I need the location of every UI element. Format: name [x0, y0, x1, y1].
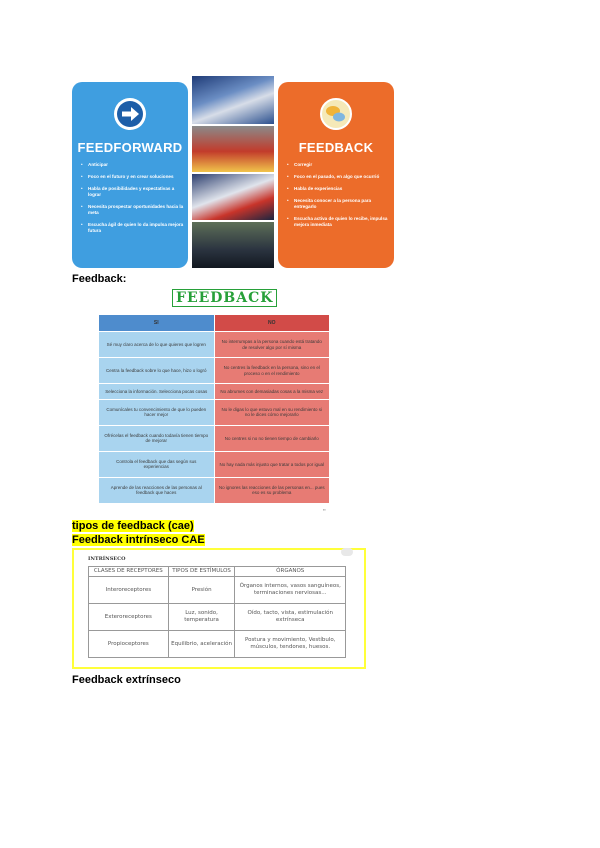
table-header-row	[89, 567, 346, 577]
feedforward-feedback-infographic	[72, 76, 394, 268]
no-cell: No centres si no no tienen tiempo de cambiarlo	[214, 425, 330, 451]
table-row	[99, 358, 330, 384]
table-cell: Propioceptores	[89, 631, 169, 658]
chat-bubbles-icon	[320, 98, 352, 130]
corner-blob	[341, 548, 353, 556]
feedback-bullet: • Corregir	[294, 162, 390, 168]
intrinseco-label: Feedback intrínseco CAE	[72, 534, 205, 546]
si-cell: Ofrécelas el feedback cuando todavía tienen tiempo de mejorar	[99, 425, 215, 451]
no-cell: No interrumpas a la persona cuando está tratando de resolver algo por sí misma	[214, 332, 330, 358]
no-cell: No abrumes con demasiadas cosas a la misma vez	[214, 384, 330, 400]
col-header: TIPOS DE ESTÍMULOS	[168, 567, 235, 577]
table-cell: Exteroreceptores	[89, 604, 169, 631]
photo-coach-portrait	[192, 222, 274, 268]
photo-volleyball-players	[192, 76, 274, 124]
no-header: NO	[214, 315, 330, 332]
feedback-panel-title: FEEDBACK	[298, 140, 374, 155]
feedback-bullet: • Habla de experiencias	[294, 186, 390, 192]
feedforward-bullet: • Habla de posibilidades y expectativas a lograr	[88, 186, 184, 198]
col-header: CLASES DE RECEPTORES	[89, 567, 169, 577]
si-header: SI	[99, 315, 215, 332]
table-row	[89, 604, 346, 631]
photo-coach-on-court	[192, 174, 274, 220]
si-cell: Controla el feedback que das según sus experiencias	[99, 451, 215, 477]
table-cell: Equilibrio, aceleración	[168, 631, 235, 658]
intrinsic-receptors-table	[88, 566, 346, 658]
feedforward-bullet: • Necesita prospectar oportunidades hacia la meta	[88, 204, 184, 216]
table-row	[99, 451, 330, 477]
si-cell: Comunícales tu convencimiento de que lo pueden hacer mejor	[99, 399, 215, 425]
table-cell: Interoreceptores	[89, 577, 169, 604]
feedback-bullet: • Necesita conocer a la persona para entregarlo	[294, 198, 390, 210]
feedforward-panel	[72, 82, 188, 268]
corner-mark: ▪▪	[323, 507, 326, 512]
tipos-label: tipos de feedback (cae)	[72, 520, 194, 532]
si-cell: Selecciona la información. Selecciona pocas cosas	[99, 384, 215, 400]
table-cell: Órganos internos, vasos sanguíneos, terminaciones nerviosas...	[235, 577, 346, 604]
photo-collage	[192, 76, 274, 268]
table-cell: Postura y movimiento, Vestíbulo, músculos, tendones, huesos.	[235, 631, 346, 658]
no-cell: No ignores las reacciones de las personas en... pues eso es su problema	[214, 477, 330, 503]
feedforward-bullets	[78, 162, 184, 240]
table-row	[99, 477, 330, 503]
table-row	[99, 399, 330, 425]
table-row	[99, 425, 330, 451]
feedforward-title: FEEDFORWARD	[77, 140, 183, 155]
feedback-bullets	[284, 162, 390, 234]
photo-coach-crowd	[192, 126, 274, 172]
no-cell: No le digas lo que estuvo mal en su rendimiento si no le dices cómo mejorarlo	[214, 399, 330, 425]
no-cell: No centres la feedback en la persona, sino en el proceso o en el rendimiento	[214, 358, 330, 384]
feedforward-bullet: • Anticipar	[88, 162, 184, 168]
feedback-table-title: FEEDBACK	[172, 289, 277, 307]
table-row	[89, 577, 346, 604]
table-cell: Luz, sonido, temperatura	[168, 604, 235, 631]
table-cell: Presión	[168, 577, 235, 604]
table-row	[89, 631, 346, 658]
table-cell: Oído, tacto, vista, estimulación extrínseca	[235, 604, 346, 631]
si-cell: Sé muy claro acerca de lo que quieres que logren	[99, 332, 215, 358]
feedback-label: Feedback:	[72, 273, 127, 285]
table-row	[99, 332, 330, 358]
intrinsic-heading: INTRÍNSECO	[88, 556, 126, 562]
feedback-bullet: • Foco en el pasado, en algo que ocurrió	[294, 174, 390, 180]
arrow-right-icon	[114, 98, 146, 130]
no-cell: No hay nada más injusto que tratar a todos por igual	[214, 451, 330, 477]
feedforward-bullet: • Foco en el futuro y en crear soluciones	[88, 174, 184, 180]
feedforward-bullet: • Escucha ágil de quien lo da impulsa mejora futura	[88, 222, 184, 234]
si-cell: Centra la feedback sobre lo que hace, hizo o logró	[99, 358, 215, 384]
feedback-si-no-table	[98, 314, 330, 504]
feedback-bullet: • Escucha activa de quien lo recibe, impulsa mejora inmediata	[294, 216, 390, 228]
table-row	[99, 384, 330, 400]
si-cell: Aprende de las reacciones de las personas al feedback que haces	[99, 477, 215, 503]
col-header: ÓRGANOS	[235, 567, 346, 577]
extrinseco-label: Feedback extrínseco	[72, 674, 181, 686]
feedback-panel	[278, 82, 394, 268]
